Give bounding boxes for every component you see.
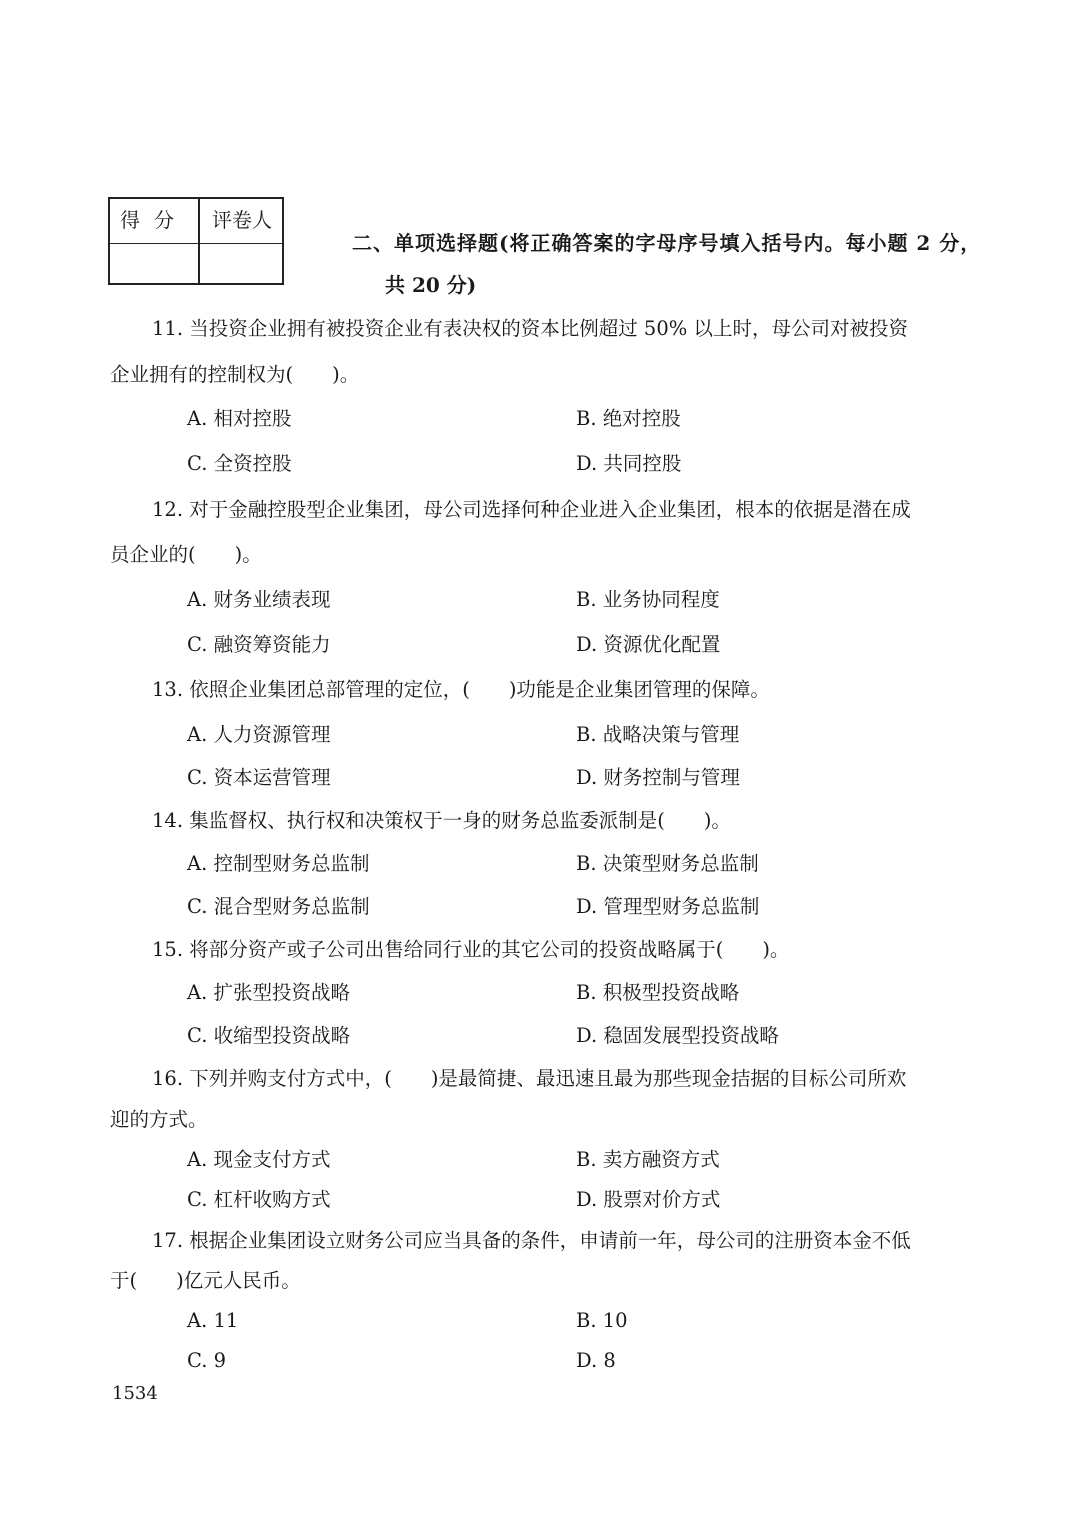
q14-option-d: D. 管理型财务总监制 <box>576 895 760 918</box>
q14-option-a: A. 控制型财务总监制 <box>187 852 370 875</box>
q14-option-c: C. 混合型财务总监制 <box>187 895 370 918</box>
q13-option-d: D. 财务控制与管理 <box>576 766 740 789</box>
q12-option-a: A. 财务业绩表现 <box>187 588 331 611</box>
q15-option-d: D. 稳固发展型投资战略 <box>576 1024 779 1047</box>
q16-option-b: B. 卖方融资方式 <box>576 1148 720 1171</box>
section-title-continued: 共 20 分) <box>385 273 477 297</box>
q13-option-b: B. 战略决策与管理 <box>576 723 740 746</box>
page-number: 1534 <box>112 1383 158 1404</box>
q15-option-b: B. 积极型投资战略 <box>576 981 740 1004</box>
question-14: 14. 集监督权、执行权和决策权于一身的财务总监委派制是( )。 <box>152 809 731 832</box>
q13-option-c: C. 资本运营管理 <box>187 766 331 789</box>
q13-option-a: A. 人力资源管理 <box>187 723 331 746</box>
q16-option-d: D. 股票对价方式 <box>576 1188 721 1211</box>
q15-option-a: A. 扩张型投资战略 <box>187 981 350 1004</box>
q12-option-c: C. 融资筹资能力 <box>187 633 331 656</box>
q12-option-b: B. 业务协同程度 <box>576 588 720 611</box>
question-12-cont: 员企业的( )。 <box>110 543 262 566</box>
q11-option-b: B. 绝对控股 <box>576 407 681 430</box>
question-12: 12. 对于金融控股型企业集团，母公司选择何种企业进入企业集团，根本的依据是潜在成 <box>152 498 911 521</box>
q17-option-d: D. 8 <box>576 1349 616 1372</box>
q17-option-b: B. 10 <box>576 1309 628 1332</box>
q11-option-a: A. 相对控股 <box>187 407 292 430</box>
grader-label: 评卷人 <box>212 208 272 232</box>
question-15: 15. 将部分资产或子公司出售给同行业的其它公司的投资战略属于( )。 <box>152 938 790 961</box>
q17-option-c: C. 9 <box>187 1349 227 1372</box>
table-divider-horizontal <box>110 243 282 244</box>
question-11-cont: 企业拥有的控制权为( )。 <box>110 363 360 386</box>
question-16: 16. 下列并购支付方式中，( )是最简捷、最迅速且最为那些现金拮据的目标公司所欢 <box>152 1067 907 1090</box>
q11-option-c: C. 全资控股 <box>187 452 292 475</box>
q11-option-d: D. 共同控股 <box>576 452 682 475</box>
question-13: 13. 依照企业集团总部管理的定位，( )功能是企业集团管理的保障。 <box>152 678 770 701</box>
score-label: 得分 <box>120 208 188 232</box>
q12-option-d: D. 资源优化配置 <box>576 633 721 656</box>
question-17-cont: 于( )亿元人民币。 <box>110 1269 301 1292</box>
q16-option-c: C. 杠杆收购方式 <box>187 1188 331 1211</box>
score-table <box>108 197 284 285</box>
question-11: 11. 当投资企业拥有被投资企业有表决权的资本比例超过 50% 以上时，母公司对被投资 <box>152 317 908 340</box>
q15-option-c: C. 收缩型投资战略 <box>187 1024 351 1047</box>
question-16-cont: 迎的方式。 <box>110 1108 208 1131</box>
question-17: 17. 根据企业集团设立财务公司应当具备的条件，申请前一年，母公司的注册资本金不低 <box>152 1229 911 1252</box>
q16-option-a: A. 现金支付方式 <box>187 1148 331 1171</box>
section-title: 二、单项选择题(将正确答案的字母序号填入括号内。每小题 2 分， <box>352 231 982 255</box>
q14-option-b: B. 决策型财务总监制 <box>576 852 759 875</box>
q17-option-a: A. 11 <box>187 1309 239 1332</box>
